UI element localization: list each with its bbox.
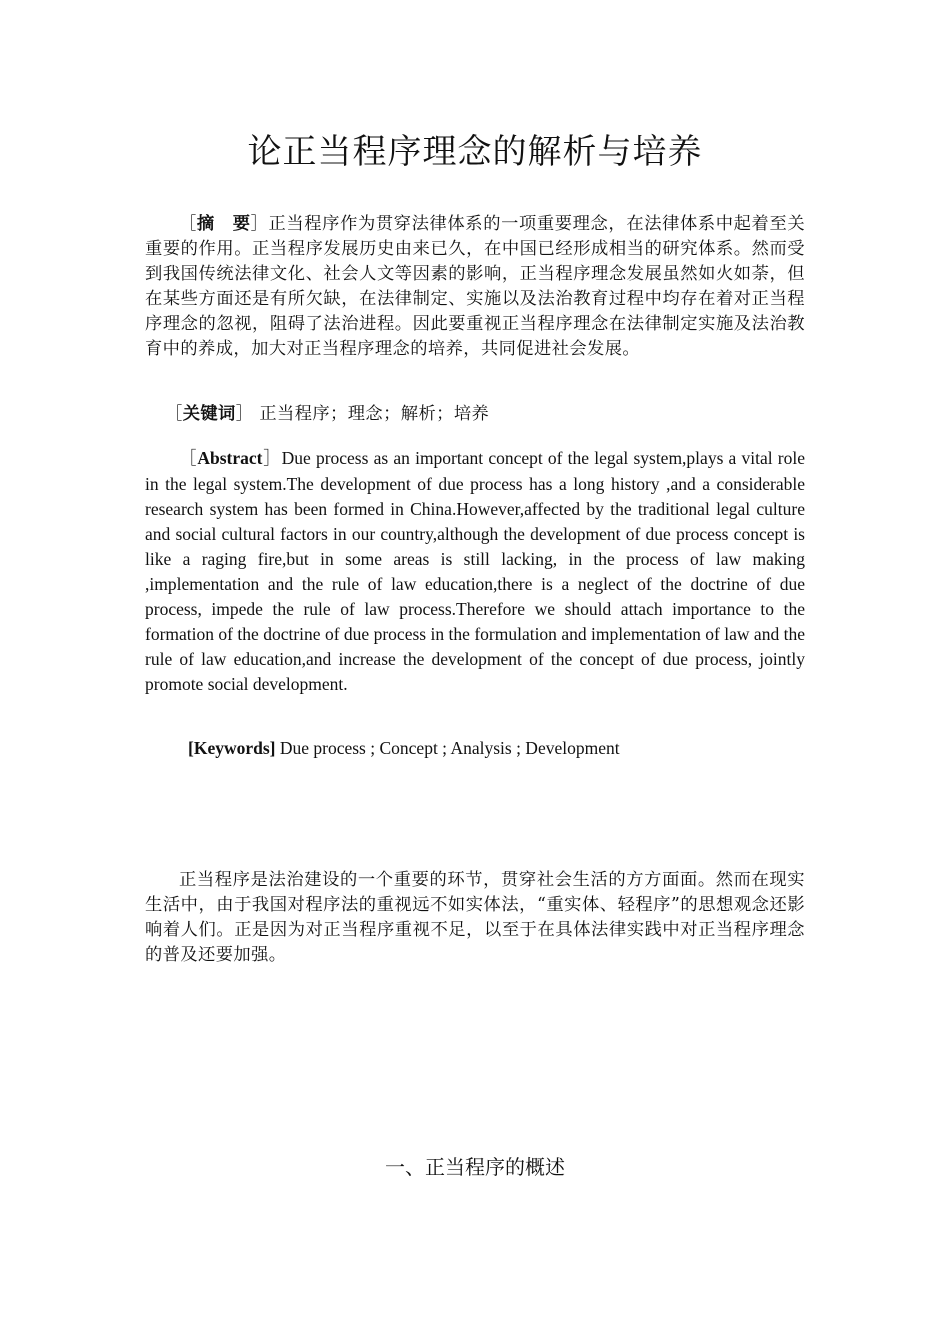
section-heading-1: 一、正当程序的概述: [385, 1155, 565, 1179]
abstract-en-bracket-open: ［: [179, 449, 198, 469]
abstract-cn-label: 摘 要: [196, 214, 251, 234]
abstract-en: [145, 446, 805, 697]
paper-title: 论正当程序理念的解析与培养: [247, 132, 703, 172]
abstract-en-text: Due process as an important concept of the legal system,plays a vital role in the legal system.The development of due process has a long history ,and a considerable research system has been formed in China.However,affected by the traditional legal culture and social cultural factors in our country,although the development of due process concept is like a raging fire,but in some areas is still lacking, in the process of law making ,implementation and the rule of law education,there is a neglect of the doctrine of due process, impede the rule of law process.Therefore we should attach importance to the formation of the doctrine of due process in the formulation and implementation of law and the rule of law education,and increase the development of the concept of due process, jointly promote social development.: [145, 448, 806, 694]
abstract-en-bracket-close: ］: [262, 449, 282, 469]
abstract-cn-bracket-open: ［: [179, 214, 197, 234]
intro-text: 正当程序是法治建设的一个重要的环节，贯穿社会生活的方方面面。然而在现实生活中，由于我国对程序法的重视远不如实体法，“重实体、轻程序”的思想观念还影响着人们。正是因为对正当程序重视不足，以至于在具体法律实践中对正当程序理念的普及还要加强。: [145, 870, 805, 965]
keywords-en-text: Due process ; Concept ; Analysis ; Development: [279, 738, 620, 758]
keywords-en-label: [Keywords]: [188, 738, 276, 758]
keywords-cn-bracket-close: ］: [235, 404, 254, 424]
keywords-cn-text: 正当程序；理念；解析；培养: [259, 404, 490, 424]
abstract-cn-bracket-close: ］: [250, 214, 269, 234]
intro-paragraph: [145, 868, 805, 968]
abstract-cn-text: 正当程序作为贯穿法律体系的一项重要理念，在法律体系中起着至关重要的作用。正当程序发展历史由来已久，在中国已经形成相当的研究体系。然而受到我国传统法律文化、社会人文等因素的影响，正当程序理念发展虽然如火如荼，但在某些方面还是有所欠缺，在法律制定、实施以及法治教育过程中均存在着对正当程序理念的忽视，阻碍了法治进程。因此要重视正当程序理念在法律制定实施及法治教育中的养成，加大对正当程序理念的培养，共同促进社会发展。: [145, 214, 806, 359]
abstract-en-label: Abstract: [197, 448, 263, 468]
keywords-cn: [165, 402, 805, 427]
keywords-cn-label: 关键词: [182, 404, 236, 424]
abstract-cn: [145, 212, 805, 362]
keywords-cn-bracket-open: ［: [165, 404, 183, 424]
keywords-en: [188, 736, 808, 761]
